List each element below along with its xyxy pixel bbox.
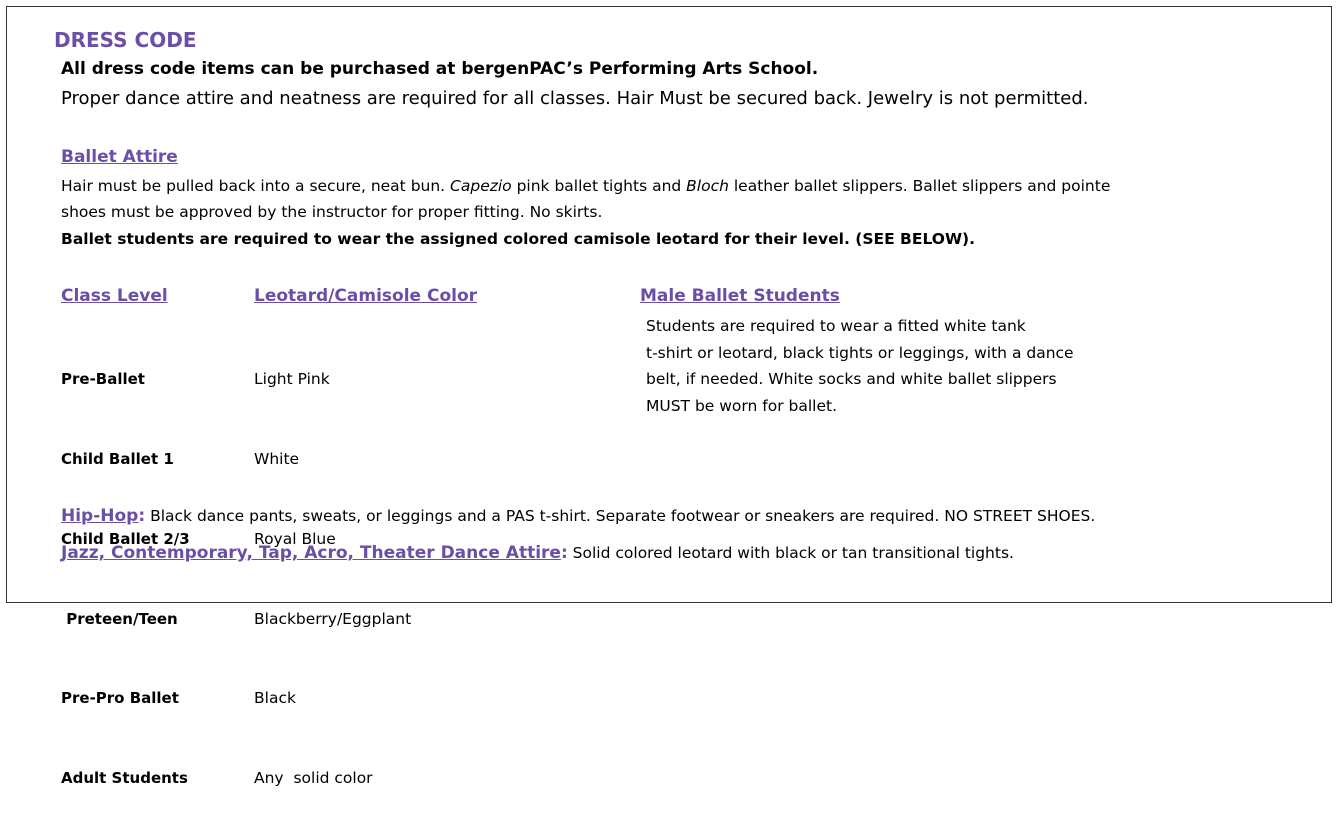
hiphop-colon: : (138, 506, 146, 526)
ballet-attire-line-2: shoes must be approved by the instructor for proper fitting. No skirts. (61, 203, 603, 221)
hiphop-heading: Hip-Hop (61, 506, 139, 526)
table-row-level: Preteen/Teen (61, 609, 178, 628)
male-ballet-heading: Male Ballet Students (640, 286, 840, 306)
table-row-level: Pre-Ballet (61, 370, 145, 389)
table-row-color: Black (254, 689, 296, 708)
ballet-text: leather ballet slippers. Ballet slippers and pointe (728, 177, 1111, 195)
jazz-text: Solid colored leotard with black or tan transitional tights. (567, 544, 1014, 562)
ballet-text: Hair must be pulled back into a secure, neat bun. (61, 177, 451, 195)
ballet-requirement: Ballet students are required to wear the assigned colored camisole leotard for their level. (SEE BELOW). (61, 230, 976, 248)
hiphop-line (61, 506, 1095, 526)
general-rules: Proper dance attire and neatness are required for all classes. Hair Must be secured back. Jewelry is not permitted. (61, 88, 1089, 109)
male-ballet-line: belt, if needed. White socks and white ballet slippers (646, 370, 1057, 389)
jazz-heading: Jazz, Contemporary, Tap, Acro, Theater Dance Attire (61, 543, 561, 563)
table-row-level: Pre-Pro Ballet (61, 689, 179, 708)
table-row-color: White (254, 449, 300, 468)
hiphop-text: Black dance pants, sweats, or leggings and a PAS t-shirt. Separate footwear or sneakers are required. NO STREET SHOES. (145, 507, 1096, 525)
jazz-colon: : (560, 543, 568, 563)
class-level-header: Class Level (61, 286, 168, 306)
purchase-note: All dress code items can be purchased at bergenPAC’s Performing Arts School. (61, 59, 819, 79)
table-row-color: Royal Blue (254, 529, 336, 548)
table-row-level: Adult Students (61, 769, 188, 788)
ballet-attire-line-1 (61, 177, 1110, 195)
brand-capezio: Capezio (450, 177, 512, 195)
class-level-column (61, 313, 190, 818)
table-row-level: Child Ballet 2/3 (61, 529, 190, 548)
table-row-color: Any solid color (254, 769, 373, 788)
page-title: DRESS CODE (54, 28, 197, 52)
jazz-line (61, 543, 1014, 563)
ballet-text: pink ballet tights and (511, 177, 687, 195)
male-ballet-text (646, 313, 1074, 419)
leotard-color-header: Leotard/Camisole Color (254, 286, 478, 306)
male-ballet-line: Students are required to wear a fitted white tank (646, 317, 1026, 335)
table-row-color: Blackberry/Eggplant (254, 609, 412, 628)
brand-bloch: Bloch (686, 177, 729, 195)
leotard-color-column (254, 313, 411, 818)
table-row-color: Light Pink (254, 370, 330, 389)
ballet-attire-heading: Ballet Attire (61, 147, 178, 167)
table-row-level: Child Ballet 1 (61, 449, 174, 468)
male-ballet-line: MUST be worn for ballet. (646, 396, 837, 415)
male-ballet-line: t-shirt or leotard, black tights or leggings, with a dance (646, 343, 1074, 362)
